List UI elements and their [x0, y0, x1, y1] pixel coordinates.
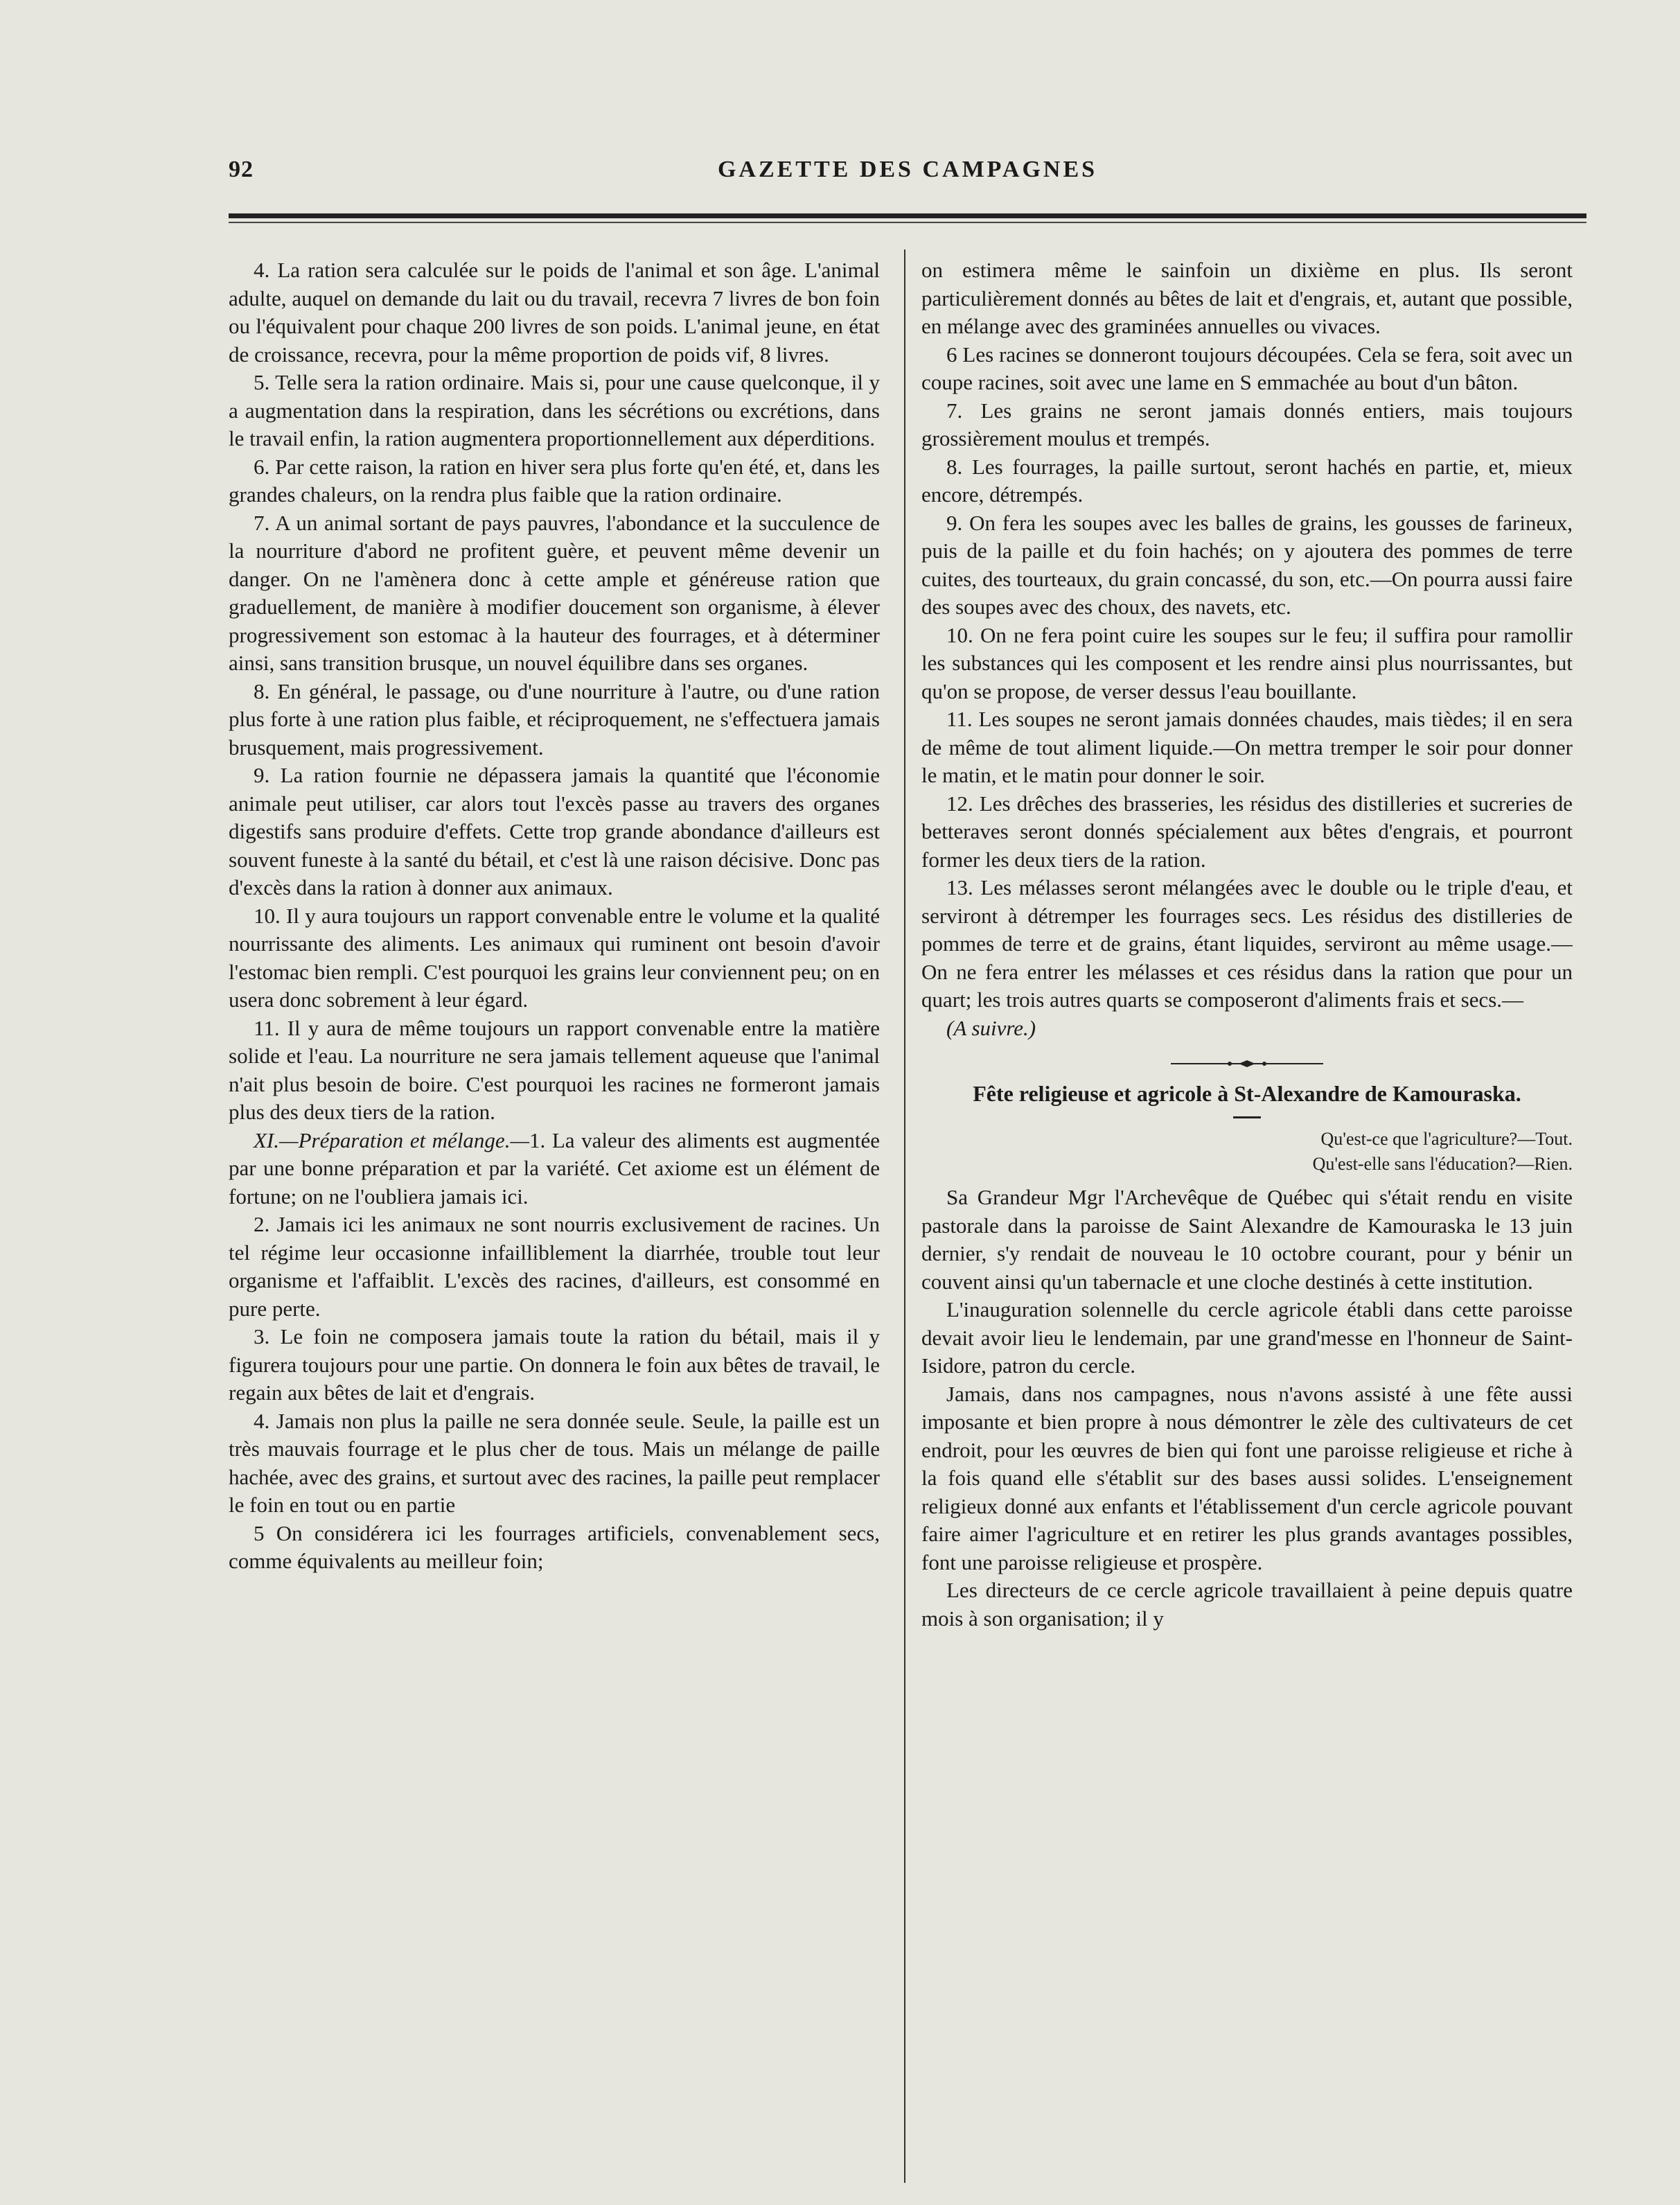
article-paragraph: Les directeurs de ce cercle agricole travaillaient à peine depuis quatre mois à son organisation; il y [921, 1578, 1573, 1631]
section-paragraph [229, 1127, 880, 1211]
header-rule-thick [229, 213, 1586, 218]
page-number: 92 [229, 157, 254, 182]
epigraph-line: Qu'est-ce que l'agriculture?—Tout. [1320, 1129, 1573, 1149]
epigraph [921, 1127, 1573, 1177]
article-paragraph: L'inauguration solennelle du cercle agricole établi dans cette paroisse devait avoir lieu le lendemain, par une grand'messe en l'honneur de Saint-Isidore, patron du cercle. [921, 1297, 1573, 1378]
separator-ornament-icon [1171, 1060, 1323, 1068]
paragraph: 10. Il y aura toujours un rapport convenable entre le volume et la qualité nourrissante des aliments. Les animaux qui ruminent ont besoin d'avoir l'estomac bien rempli. C'est pourquoi les grains leur conviennent peu; on en usera donc sobrement à leur égard. [229, 903, 880, 1012]
to-be-continued: (A suivre.) [946, 1015, 1036, 1040]
paragraph: 5 On considérera ici les fourrages artificiels, convenablement secs, comme équivalents au meilleur foin; [229, 1520, 880, 1573]
paragraph: 6. Par cette raison, la ration en hiver sera plus forte qu'en été, et, dans les grandes chaleurs, on la rendra plus faible que la ration ordinaire. [229, 454, 880, 507]
paragraph: 6 Les racines se donneront toujours découpées. Cela se fera, soit avec un coupe racines, soit avec une lame en S emmachée au bout d'un bâton. [921, 342, 1573, 394]
section-text: 1. La valeur des aliments est augmentée par une bonne préparation et par la variété. Cet axiome est un élément de fortune; on ne l'oubliera jamais ici. [229, 1127, 880, 1209]
article-title: Fête religieuse et agricole à St-Alexandre de Kamouraska. [973, 1081, 1521, 1106]
left-column [229, 256, 880, 2183]
epigraph-line: Qu'est-elle sans l'éducation?—Rien. [1312, 1154, 1573, 1174]
paragraph: 5. Telle sera la ration ordinaire. Mais si, pour une cause quelconque, il y a augmentation dans la respiration, dans les sécrétions ou excrétions, dans le travail enfin, la ration augmentera proportionnellement aux déperditions. [229, 370, 880, 450]
paragraph: 4. La ration sera calculée sur le poids de l'animal et son âge. L'animal adulte, auquel on demande du lait ou du travail, recevra 7 livres de bon foin ou l'équivalent pour chaque 200 livres de son poids. L'animal jeune, en état de croissance, recevra, pour la même proportion de poids vif, 8 livres. [229, 258, 880, 367]
section-heading: XI.—Préparation et mélange.— [254, 1127, 530, 1152]
paragraph: 4. Jamais non plus la paille ne sera donnée seule. Seule, la paille est un très mauvais fourrage et le plus cher de tous. Mais un mélange de paille hachée, avec des grains, et surtout avec des racines, la paille peut remplacer le foin en tout ou en partie [229, 1408, 880, 1517]
paragraph: 8. Les fourrages, la paille surtout, seront hachés en partie, et, mieux encore, détrempés. [921, 454, 1573, 507]
running-title: GAZETTE DES CAMPAGNES [717, 157, 1098, 182]
article-paragraph: Jamais, dans nos campagnes, nous n'avons assisté à une fête aussi imposante et bien propre à nous démontrer le zèle des cultivateurs de cet endroit, pour les œuvres de bien qui font une paroisse religieuse et riche à la fois quand elle s'établit sur des bases aussi solides. L'enseignement religieux donné aux enfants et l'établissement d'un cercle agricole pouvant faire aimer l'agriculture et en retirer les plus grands avantages possibles, font une paroisse religieuse et prospère. [921, 1381, 1573, 1574]
paragraph: 9. On fera les soupes avec les balles de grains, les gousses de farineux, puis de la paille et du foin hachés; on y ajoutera des pommes de terre cuites, des tourteaux, du grain concassé, du son, etc.—On pourra aussi faire des soupes avec des choux, des navets, etc. [921, 510, 1573, 619]
paragraph: 7. A un animal sortant de pays pauvres, l'abondance et la succulence de la nourriture d'abord ne profitent guère, et peuvent même devenir un danger. On ne l'amènera donc à cette ample et généreuse ration que graduellement, de manière à modifier doucement son organisme, à élever progressivement son estomac à la hauteur des fourrages, et à déterminer ainsi, sans transition brusque, un nouvel équilibre dans ses organes. [229, 510, 880, 675]
column-divider [904, 249, 905, 2183]
right-column [921, 256, 1573, 2183]
paragraph: 12. Les drêches des brasseries, les résidus des distilleries et sucreries de betteraves seront donnés spécialement aux bêtes d'engrais, et pourront former les deux tiers de la ration. [921, 791, 1573, 872]
paragraph: 8. En général, le passage, ou d'une nourriture à l'autre, ou d'une ration plus forte à une ration plus faible, et réciproquement, ne s'effectuera jamais brusquement, mais progressivement. [229, 678, 880, 759]
paragraph: 2. Jamais ici les animaux ne sont nourris exclusivement de racines. Un tel régime leur occasionne infailliblement la diarrhée, trouble tout leur organisme et l'affaiblit. L'excès des racines, d'ailleurs, est consommé en pure perte. [229, 1212, 880, 1321]
paragraph: 3. Le foin ne composera jamais toute la ration du bétail, mais il y figurera toujours pour une partie. On donnera le foin aux bêtes de travail, le regain aux bêtes de lait et d'engrais. [229, 1324, 880, 1405]
article-paragraph: Sa Grandeur Mgr l'Archevêque de Québec qui s'était rendu en visite pastorale dans la paroisse de Saint Alexandre de Kamouraska le 13 juin dernier, s'y rendait de nouveau le 10 octobre courant, pour y bénir un couvent ainsi qu'un tabernacle et une cloche destinés à cette institution. [921, 1185, 1573, 1294]
paragraph: 11. Il y aura de même toujours un rapport convenable entre la matière solide et l'eau. La nourriture ne sera jamais tellement aqueuse que l'animal n'ait plus besoin de boire. C'est pourquoi les racines ne formeront jamais plus des deux tiers de la ration. [229, 1015, 880, 1124]
paragraph: 10. On ne fera point cuire les soupes sur le feu; il suffira pour ramollir les substances qui les composent et les rendre ainsi plus nourrissantes, but qu'on se propose, de verser dessus l'eau bouillante. [921, 622, 1573, 703]
ornamental-separator [921, 1057, 1573, 1068]
paragraph: 13. Les mélasses seront mélangées avec le double ou le triple d'eau, et serviront à détremper les fourrages secs. Les résidus des distilleries de pommes de terre et de grains, étant liquides, serviront au même usage.—On ne fera entrer les mélasses et ces résidus dans la ration que pour un quart; les trois autres quarts se composeront d'aliments frais et secs.— [921, 875, 1573, 1012]
paragraph: 9. La ration fournie ne dépassera jamais la quantité que l'économie animale peut utiliser, car alors tout l'excès passe au travers des organes digestifs sans produire d'effets. Cette trop grande abondance d'ailleurs est souvent funeste à la santé du bétail, et c'est là une raison décisive. Donc pas d'excès dans la ration à donner aux animaux. [229, 763, 880, 899]
page-header [229, 157, 1586, 191]
paragraph: 11. Les soupes ne seront jamais données chaudes, mais tièdes; il en sera de même de tout aliment liquide.—On mettra tremper le soir pour donner le matin, et le matin pour donner le soir. [921, 707, 1573, 787]
paragraph: on estimera même le sainfoin un dixième en plus. Ils seront particulièrement donnés au bêtes de lait et d'engrais, et, autant que possible, en mélange avec des graminées annuelles ou vivaces. [921, 258, 1573, 338]
title-rule [1233, 1116, 1261, 1118]
paragraph: 7. Les grains ne seront jamais donnés entiers, mais toujours grossièrement moulus et trempés. [921, 398, 1573, 450]
header-rule-thin [229, 222, 1586, 223]
